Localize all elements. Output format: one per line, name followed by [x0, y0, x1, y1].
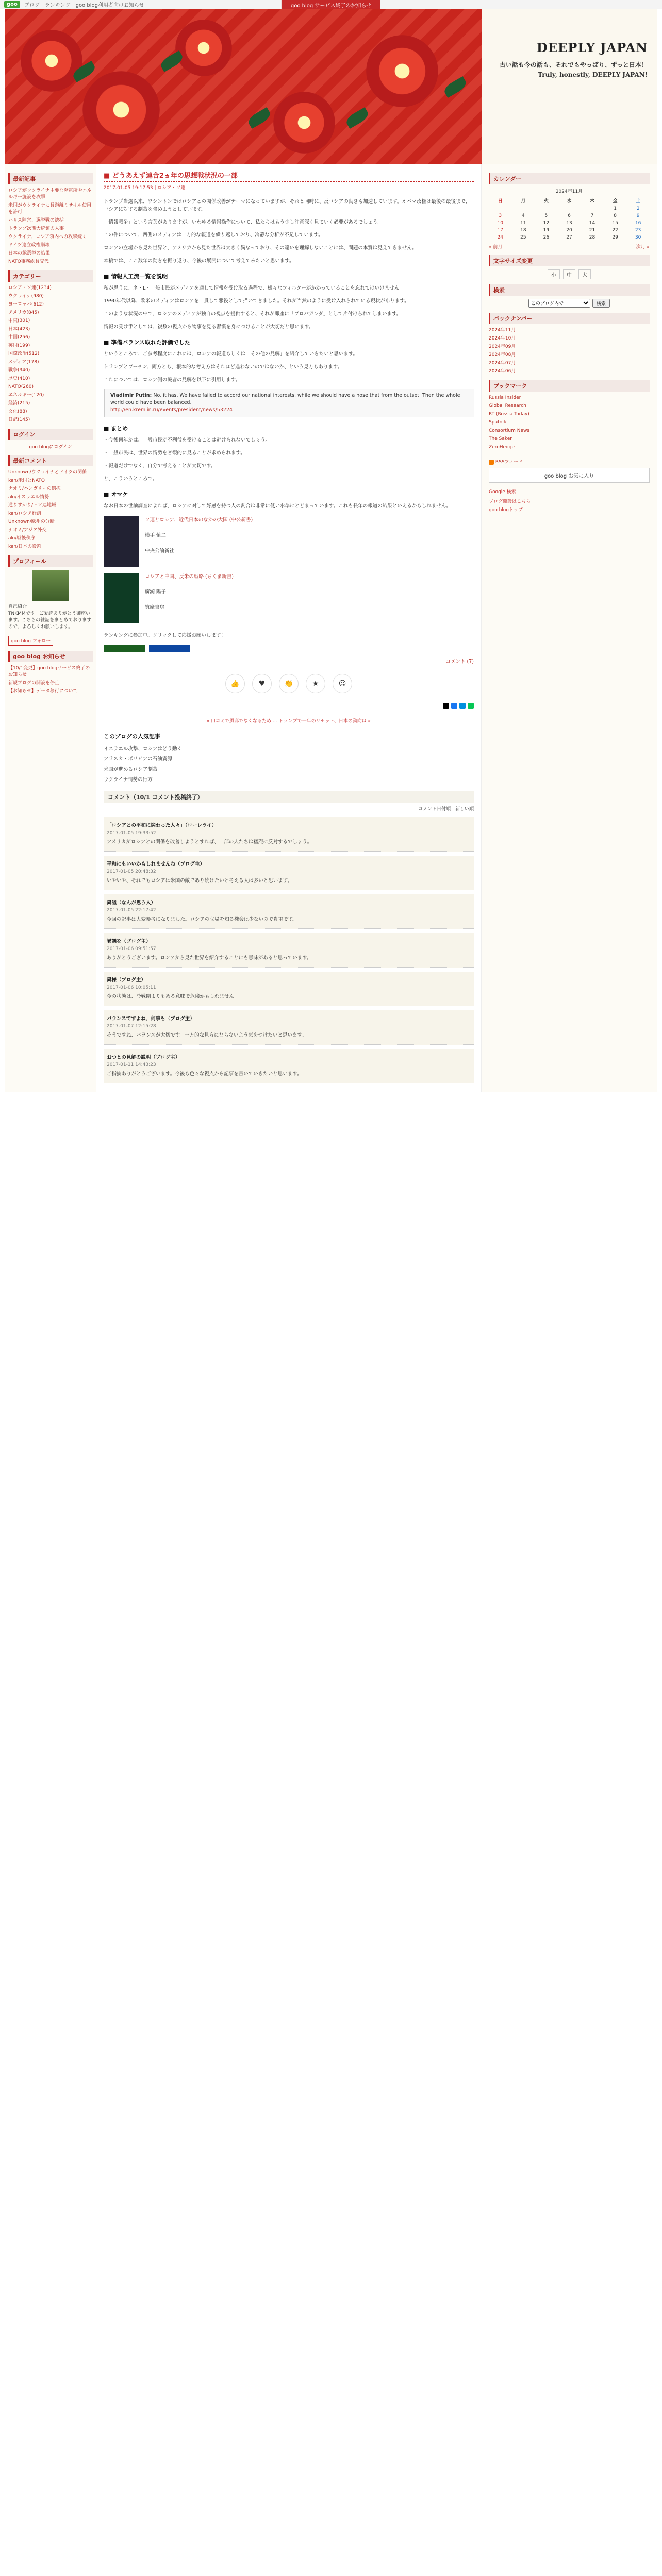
book-author: 廣瀬 陽子 [145, 589, 167, 595]
category-item[interactable]: 文化(88) [8, 409, 27, 414]
backnumber-item[interactable]: 2024年11月 [489, 328, 516, 333]
comment-item [104, 933, 474, 968]
recent-post-item[interactable]: 米国がウクライナに長距離ミサイル使用を許可 [8, 203, 92, 215]
quote-link[interactable]: http://en.kremlin.ru/events/president/news/53224 [110, 407, 233, 413]
article-meta[interactable]: 2017-01-05 19:17:53 | ロシア・ソ連 [104, 185, 186, 191]
comment-title: 異議を（ブログ主） [107, 939, 151, 944]
bookmark-item[interactable]: Sputnik [489, 420, 507, 425]
category-item[interactable]: ヨーロッパ(612) [8, 302, 44, 307]
follow-button[interactable]: goo blog フォロー [8, 636, 53, 646]
book-cover[interactable] [104, 516, 139, 567]
login-link[interactable]: goo blogにログイン [29, 445, 72, 450]
calendar-day[interactable]: 16 [635, 221, 641, 226]
calendar-day-header: 月 [521, 199, 526, 204]
recent-comments-heading: 最新コメント [8, 455, 93, 466]
calendar-day[interactable] [581, 205, 604, 212]
recent-post-item[interactable]: ハリス陣営、選挙戦の総括 [8, 218, 64, 223]
category-item[interactable]: 戦争(340) [8, 368, 30, 373]
recent-comment-item[interactable]: ken/日本の役割 [8, 544, 42, 549]
article-paragraph: なお日本の世論調査によれば、ロシアに対して好感を持つ人の割合は非常に低い水準にとどまっています。これも長年の報道の結果といえるかもしれません。 [104, 503, 452, 509]
comment-body: ありがとうございます。ロシアから見た世界を紹介することにも意味があると思っています。 [107, 955, 312, 961]
calendar-heading: カレンダー [489, 173, 650, 184]
search-scope-select[interactable] [528, 299, 590, 308]
category-heading: カテゴリー [8, 270, 93, 282]
related-list [104, 744, 474, 783]
category-item[interactable]: エネルギー(120) [8, 393, 44, 398]
bookmark-heading: ブックマーク [489, 380, 650, 392]
backnumber-heading: バックナンバー [489, 313, 650, 324]
calendar-day[interactable]: 30 [635, 235, 641, 240]
calendar-title: 2024年11月 [555, 189, 583, 194]
left-sidebar [5, 164, 96, 1092]
category-item[interactable]: 中国(256) [8, 335, 30, 340]
article-paragraph: トランプ当選以来、ワシントンではロシアとの関係改善がテーマになっていますが、それと同時に、反ロシアの動きも加速しています。オバマ政権は最後の最後まで、ロシアに対する制裁を強めようとしています。 [104, 199, 471, 212]
comment-item [104, 817, 474, 852]
goo-logo[interactable]: goo [4, 1, 20, 8]
bookmark-item[interactable]: ZeroHedge [489, 445, 515, 450]
calendar-day[interactable] [489, 205, 512, 212]
main-content [96, 164, 482, 1092]
calendar-day[interactable]: 1 [614, 206, 617, 211]
calendar-day[interactable]: 27 [566, 235, 572, 240]
font-size-small[interactable]: 小 [548, 269, 560, 279]
goo-news-item[interactable]: 【お知らせ】データ移行について [8, 689, 78, 694]
category-item[interactable]: 歴史(410) [8, 376, 30, 381]
comment-body: いやいや、それでもロシアは米国の敵であり続けたいと考える人は多いと思います。 [107, 878, 293, 884]
font-size-heading: 文字サイズ変更 [489, 255, 650, 266]
calendar-table [489, 196, 650, 241]
comment-date: 2017-01-05 22:17:42 [107, 908, 156, 913]
quote-block [104, 389, 474, 417]
camellia-flower-image [366, 35, 438, 107]
recent-post-item[interactable]: NATO事務総長交代 [8, 259, 49, 264]
camellia-flower-image [273, 92, 335, 154]
line-icon[interactable] [468, 703, 474, 709]
backnumber-item[interactable]: 2024年09月 [489, 344, 516, 349]
heart-icon[interactable]: ♥ [252, 674, 272, 693]
summary-item: ・報道だけでなく、自分で考えることが大切です。 [104, 463, 216, 469]
recent-post-item[interactable]: ドイツ連立政権崩壊 [8, 243, 50, 248]
recent-comment-item[interactable]: ナオミ/アジア外交 [8, 528, 47, 533]
calendar-day[interactable]: 5 [544, 213, 548, 218]
profile-text: 自己紹介 TNKMMです。ご愛読ありがとう御座います。こちらの雑誌をまとめておりますので、よろしくお願いします。 [8, 604, 92, 630]
recent-comment-item[interactable]: Unknown/欧州の分断 [8, 519, 55, 524]
bookmark-item[interactable]: RT (Russia Today) [489, 412, 529, 417]
category-item[interactable]: 日本(423) [8, 327, 30, 332]
site-title[interactable]: DEEPLY JAPAN [536, 40, 648, 55]
calendar-day[interactable]: 22 [612, 228, 618, 233]
calendar-day[interactable]: 2 [636, 206, 640, 211]
comments-heading: コメント（10/1 コメント投稿終了） [104, 791, 474, 803]
font-size-large[interactable]: 大 [578, 269, 591, 279]
search-heading: 検索 [489, 284, 650, 296]
category-item[interactable]: 英国(199) [8, 343, 30, 348]
comment-date: 2017-01-05 20:48:32 [107, 869, 156, 874]
calendar-day[interactable]: 8 [614, 213, 617, 218]
clap-icon[interactable]: 👏 [279, 674, 299, 693]
comment-title: おつとの見解の説明（ブログ主） [107, 1055, 180, 1060]
calendar-day[interactable]: 23 [635, 228, 641, 233]
book-recommendation [104, 573, 474, 623]
sub-link[interactable]: ブログ開設はこちら [489, 499, 531, 504]
goo-favorite-box [489, 468, 650, 483]
calendar-day[interactable]: 7 [590, 213, 594, 218]
goo-news-item[interactable]: 新規ブログの開設を停止 [8, 681, 60, 686]
comment-title: 平和にもいいかもしれませんね（ブログ主） [107, 861, 205, 867]
rss-icon[interactable] [489, 460, 494, 465]
calendar-day-header: 火 [543, 199, 549, 204]
smile-icon[interactable]: ☺ [333, 674, 352, 693]
recent-comment-item[interactable]: 通りすがり/旧ソ連地域 [8, 503, 57, 508]
comment-date: 2017-01-07 12:15:28 [107, 1024, 156, 1029]
calendar-day[interactable]: 9 [636, 213, 640, 218]
comment-title: バランスですよね、何事も（ブログ主） [107, 1016, 195, 1022]
article-paragraph: このような状況の中で、ロシアのメディアが独自の視点を提供すると、それが即座に「プロパガンダ」として片付けられてしまいます。 [104, 311, 402, 317]
recent-posts-heading: 最新記事 [8, 173, 93, 184]
book-author: 横手 慎二 [145, 533, 167, 538]
related-item[interactable]: イスラエル攻撃、ロシアはどう動く [104, 746, 182, 752]
calendar-day[interactable] [535, 205, 558, 212]
related-item[interactable]: 米国が進めるロシア制裁 [104, 767, 158, 772]
category-item[interactable]: 日記(145) [8, 417, 30, 422]
quote-speaker: Vladimir Putin: [110, 393, 152, 398]
section-heading: ■ オマケ [104, 491, 128, 498]
calendar-day[interactable]: 4 [521, 213, 525, 218]
category-item[interactable]: アメリカ(845) [8, 310, 39, 315]
calendar-day[interactable]: 21 [589, 228, 595, 233]
ranking-label: ランキングに参加中。クリックして応援お願いします！ [104, 633, 226, 638]
bookmark-item[interactable]: Global Research [489, 403, 526, 409]
backnumber-item[interactable]: 2024年10月 [489, 336, 516, 341]
recent-post-item[interactable]: ウクライナ、ロシア領内への攻撃続く [8, 234, 87, 240]
book-title[interactable]: ロシアと中国、反米の戦略 (ちくま新書) [145, 574, 234, 580]
camellia-flower-image [21, 30, 82, 92]
backnumber-list [489, 327, 650, 375]
facebook-icon[interactable] [451, 703, 457, 709]
recent-post-item[interactable]: トランプ次期大統領の人事 [8, 226, 64, 231]
site-subtitle-en: Truly, honestly, DEEPLY JAPAN! [538, 71, 648, 78]
bookmark-item[interactable]: Consortium News [489, 428, 530, 433]
calendar-day[interactable]: 6 [568, 213, 571, 218]
share-buttons [104, 703, 474, 709]
comment-body: ご指摘ありがとうございます。今後も色々な視点から記事を書いていきたいと思います。 [107, 1071, 302, 1077]
calendar-day[interactable]: 28 [589, 235, 595, 240]
related-item[interactable]: アラスカ・ボリビアの石油資源 [104, 756, 172, 762]
goo-news-list [8, 665, 93, 695]
hatena-icon[interactable] [459, 703, 466, 709]
comment-title: 異議（なんが思う人） [107, 900, 156, 906]
reaction-buttons [104, 674, 474, 693]
book-recommendation [104, 516, 474, 567]
recent-posts-list [8, 188, 93, 265]
calendar-day[interactable]: 14 [589, 221, 595, 226]
section-heading: ■ まとめ [104, 425, 128, 432]
recent-post-item[interactable]: ロシアがウクライナ主要な発電所やエネルギー施設を攻撃 [8, 188, 92, 200]
article-paragraph: というところで、ご参考程度にこれには、ロシアの報道もしくは「その他の見解」を紹介していきたいと思います。 [104, 351, 358, 357]
star-icon[interactable]: ★ [306, 674, 325, 693]
calendar-day[interactable]: 19 [543, 228, 550, 233]
top-links[interactable]: ブログ ランキング goo blog利用者向けお知らせ [24, 3, 144, 8]
quote-text: No, it has. We have failed to accord our national interests, while we should have a nose that from the outset. Then the whole world could have been balanced. [110, 393, 460, 405]
comment-item [104, 894, 474, 929]
book-title[interactable]: ソ連とロシア、近代日本のなかの大国 (中公新書) [145, 517, 253, 523]
comment-date: 2017-01-05 19:33:52 [107, 831, 156, 836]
calendar-day[interactable]: 12 [543, 221, 550, 226]
comment-body: アメリカがロシアとの関係を改善しようとすれば、一部の人たちは猛烈に反対するでしょう。 [107, 839, 312, 845]
ranking-banner[interactable] [104, 645, 145, 652]
comment-sort[interactable]: コメント日付順 新しい順 [418, 807, 474, 812]
comment-body: そうですね、バランスが大切です。一方的な見方にならないよう気をつけたいと思います。 [107, 1032, 307, 1038]
ranking-banner[interactable] [149, 645, 190, 652]
calendar-day[interactable] [512, 205, 535, 212]
recent-comment-item[interactable]: aki/戦後秩序 [8, 536, 36, 541]
category-item[interactable]: メディア(178) [8, 360, 39, 365]
calendar-next[interactable]: 次月 » [636, 245, 650, 250]
comment-item [104, 856, 474, 890]
book-cover[interactable] [104, 573, 139, 623]
right-sidebar [482, 164, 657, 1092]
calendar-day-header: 金 [613, 199, 618, 204]
related-heading: このブログの人気記事 [104, 733, 160, 740]
article-title[interactable]: ■ どうあえず連合2ヵ年の思想戦状況の一部 [104, 170, 474, 182]
article-paragraph: ロシアの立場から見た世界と、アメリカから見た世界は大きく異なっており、その違いを理解しないことには、問題の本質は見えてきません。 [104, 245, 417, 251]
calendar-day[interactable]: 18 [520, 228, 526, 233]
calendar-day[interactable]: 15 [612, 221, 618, 226]
summary-item: ・今後何年かは、一般市民が不利益を受けることは避けられないでしょう。 [104, 437, 271, 443]
sub-link[interactable]: goo blogトップ [489, 507, 523, 513]
calendar-day[interactable]: 17 [497, 228, 503, 233]
calendar-day-header: 土 [636, 199, 641, 204]
calendar-day-header: 水 [567, 199, 572, 204]
section-heading: ■ 情報人工流一覧を説明 [104, 273, 168, 280]
calendar-day[interactable]: 20 [566, 228, 572, 233]
comment-title: 「ロシアとの平和に関わった人々」（ローレライ） [107, 823, 217, 828]
goo-favorite-label[interactable]: goo blog お気に入り [544, 473, 594, 479]
comment-date: 2017-01-06 09:51:57 [107, 946, 156, 952]
calendar-day[interactable]: 10 [497, 221, 503, 226]
book-publisher: 中央公論新社 [145, 548, 175, 554]
related-item[interactable]: ウクライナ情勢の行方 [104, 777, 153, 783]
calendar-day[interactable]: 13 [566, 221, 572, 226]
article-paragraph: 「情報戦争」という言葉がありますが、いわゆる情報操作について、私たちはもう少し注意深く見ていく必要があるでしょう。 [104, 219, 383, 225]
recent-comment-item[interactable]: ナオミ/ハンガリーの選択 [8, 486, 61, 492]
category-item[interactable]: 経済(215) [8, 401, 30, 406]
comment-item [104, 1010, 474, 1045]
like-icon[interactable]: 👍 [225, 674, 245, 693]
bookmark-item[interactable]: Russia Insider [489, 395, 521, 400]
rss-link[interactable]: RSSフィード [495, 460, 523, 465]
section-heading: ■ 準備バランス取れた評価でした [104, 339, 190, 346]
recent-comment-item[interactable]: ken/ロシア経済 [8, 511, 42, 516]
comment-count-link[interactable]: コメント (7) [445, 659, 474, 665]
bookmark-list [489, 395, 650, 451]
article-paragraph: トランプとプーチン、両方とも、根本的な考え方はそれほど違わないのではないか、という見方もあります。 [104, 364, 343, 370]
top-bar [0, 0, 662, 9]
article-paragraph: 本稿では、ここ数年の動きを振り返り、今後の展開について考えてみたいと思います。 [104, 258, 294, 264]
category-item[interactable]: ウクライナ(980) [8, 294, 44, 299]
calendar-day-header: 日 [498, 199, 503, 204]
calendar-day[interactable]: 11 [520, 221, 526, 226]
calendar-day[interactable] [558, 205, 581, 212]
google-search-link[interactable]: Google 検索 [489, 489, 516, 495]
calendar-day[interactable]: 26 [543, 235, 550, 240]
closing-line: と、こういうところで。 [104, 476, 158, 482]
calendar-day[interactable]: 24 [497, 235, 503, 240]
search-button[interactable]: 検索 [592, 299, 610, 308]
comment-date: 2017-01-06 10:05:11 [107, 985, 156, 990]
article-paragraph: 情報の受け手としては、複数の視点から物事を見る習慣を身につけることが大切だと思います。 [104, 324, 314, 330]
bookmark-item[interactable]: The Saker [489, 436, 512, 442]
calendar-day[interactable]: 29 [612, 235, 618, 240]
category-item[interactable]: ロシア・ソ連(1234) [8, 285, 52, 291]
comment-title: 異様（ブログ主） [107, 977, 146, 983]
category-list [8, 285, 93, 423]
calendar-day[interactable]: 3 [499, 213, 502, 218]
article-paragraph: この件について、西側のメディアは一方的な報道を繰り返しており、冷静な分析が不足しています。 [104, 232, 323, 238]
site-title-block [500, 40, 648, 78]
recent-post-item[interactable]: 日本の総選挙の結果 [8, 251, 51, 256]
goo-news-heading: goo blog お知らせ [8, 651, 93, 662]
blog-header [5, 9, 657, 164]
category-item[interactable]: NATO(260) [8, 384, 34, 389]
font-size-medium[interactable]: 中 [563, 269, 575, 279]
camellia-flower-image [175, 20, 232, 76]
comment-body: 今回の記事は大変参考になりました。ロシアの立場を知る機会は少ないので貴重です。 [107, 917, 297, 922]
comment-date: 2017-01-11 14:43:23 [107, 1062, 156, 1067]
x-icon[interactable] [443, 703, 449, 709]
comment-item [104, 972, 474, 1006]
comment-item [104, 1049, 474, 1083]
profile-heading: プロフィール [8, 555, 93, 567]
goo-news-item[interactable]: 【10/1変更】goo blogサービス終了のお知らせ [8, 666, 90, 677]
article-paragraph: 1990年代以降、欧米のメディアはロシアを一貫して悪役として描いてきました。それが当然のように受け入れられている現状があります。 [104, 298, 409, 304]
camellia-flower-image [82, 71, 160, 148]
backnumber-item[interactable]: 2024年06月 [489, 369, 516, 374]
article-paragraph: 私が思うに、ネ・L・一般市民がメディアを通して情報を受け取る過程で、様々なフィルターがかかっていることを忘れてはいけません。 [104, 285, 405, 291]
recent-comment-item[interactable]: Unknown/ウクライナとドイツの関係 [8, 470, 87, 475]
prev-next-nav[interactable]: « 口コミで風邪でなくなるため ... トランプで一年のリセット、日本の動向は » [206, 719, 371, 724]
service-banner[interactable]: goo blog サービス終了のお知らせ [282, 0, 380, 9]
book-publisher: 筑摩書房 [145, 605, 165, 611]
login-heading: ログイン [8, 429, 93, 440]
backnumber-item[interactable]: 2024年07月 [489, 361, 516, 366]
comment-body: 今の状態は、冷戦期よりもある意味で危険かもしれません。 [107, 994, 240, 999]
summary-item: ・一般市民は、世界の情勢を客観的に見ることが求められます。 [104, 450, 245, 456]
recent-comment-item[interactable]: aki/イスラエル情勢 [8, 495, 49, 500]
article-paragraph: これについては、ロシア側の識者の見解を以下に引用します。 [104, 377, 241, 383]
calendar-prev[interactable]: « 前月 [489, 245, 503, 250]
site-subtitle: 古い話も今の話も、それでもやっぱり、ずっと日本！ [499, 61, 648, 69]
calendar-day[interactable]: 25 [520, 235, 526, 240]
recent-comment-item[interactable]: ken/米国とNATO [8, 478, 45, 483]
category-item[interactable]: 中東(301) [8, 318, 30, 324]
recent-comments-list [8, 469, 93, 550]
category-item[interactable]: 国際政治(512) [8, 351, 40, 357]
backnumber-item[interactable]: 2024年08月 [489, 352, 516, 358]
calendar-day-header: 木 [590, 199, 595, 204]
profile-photo [32, 570, 69, 601]
